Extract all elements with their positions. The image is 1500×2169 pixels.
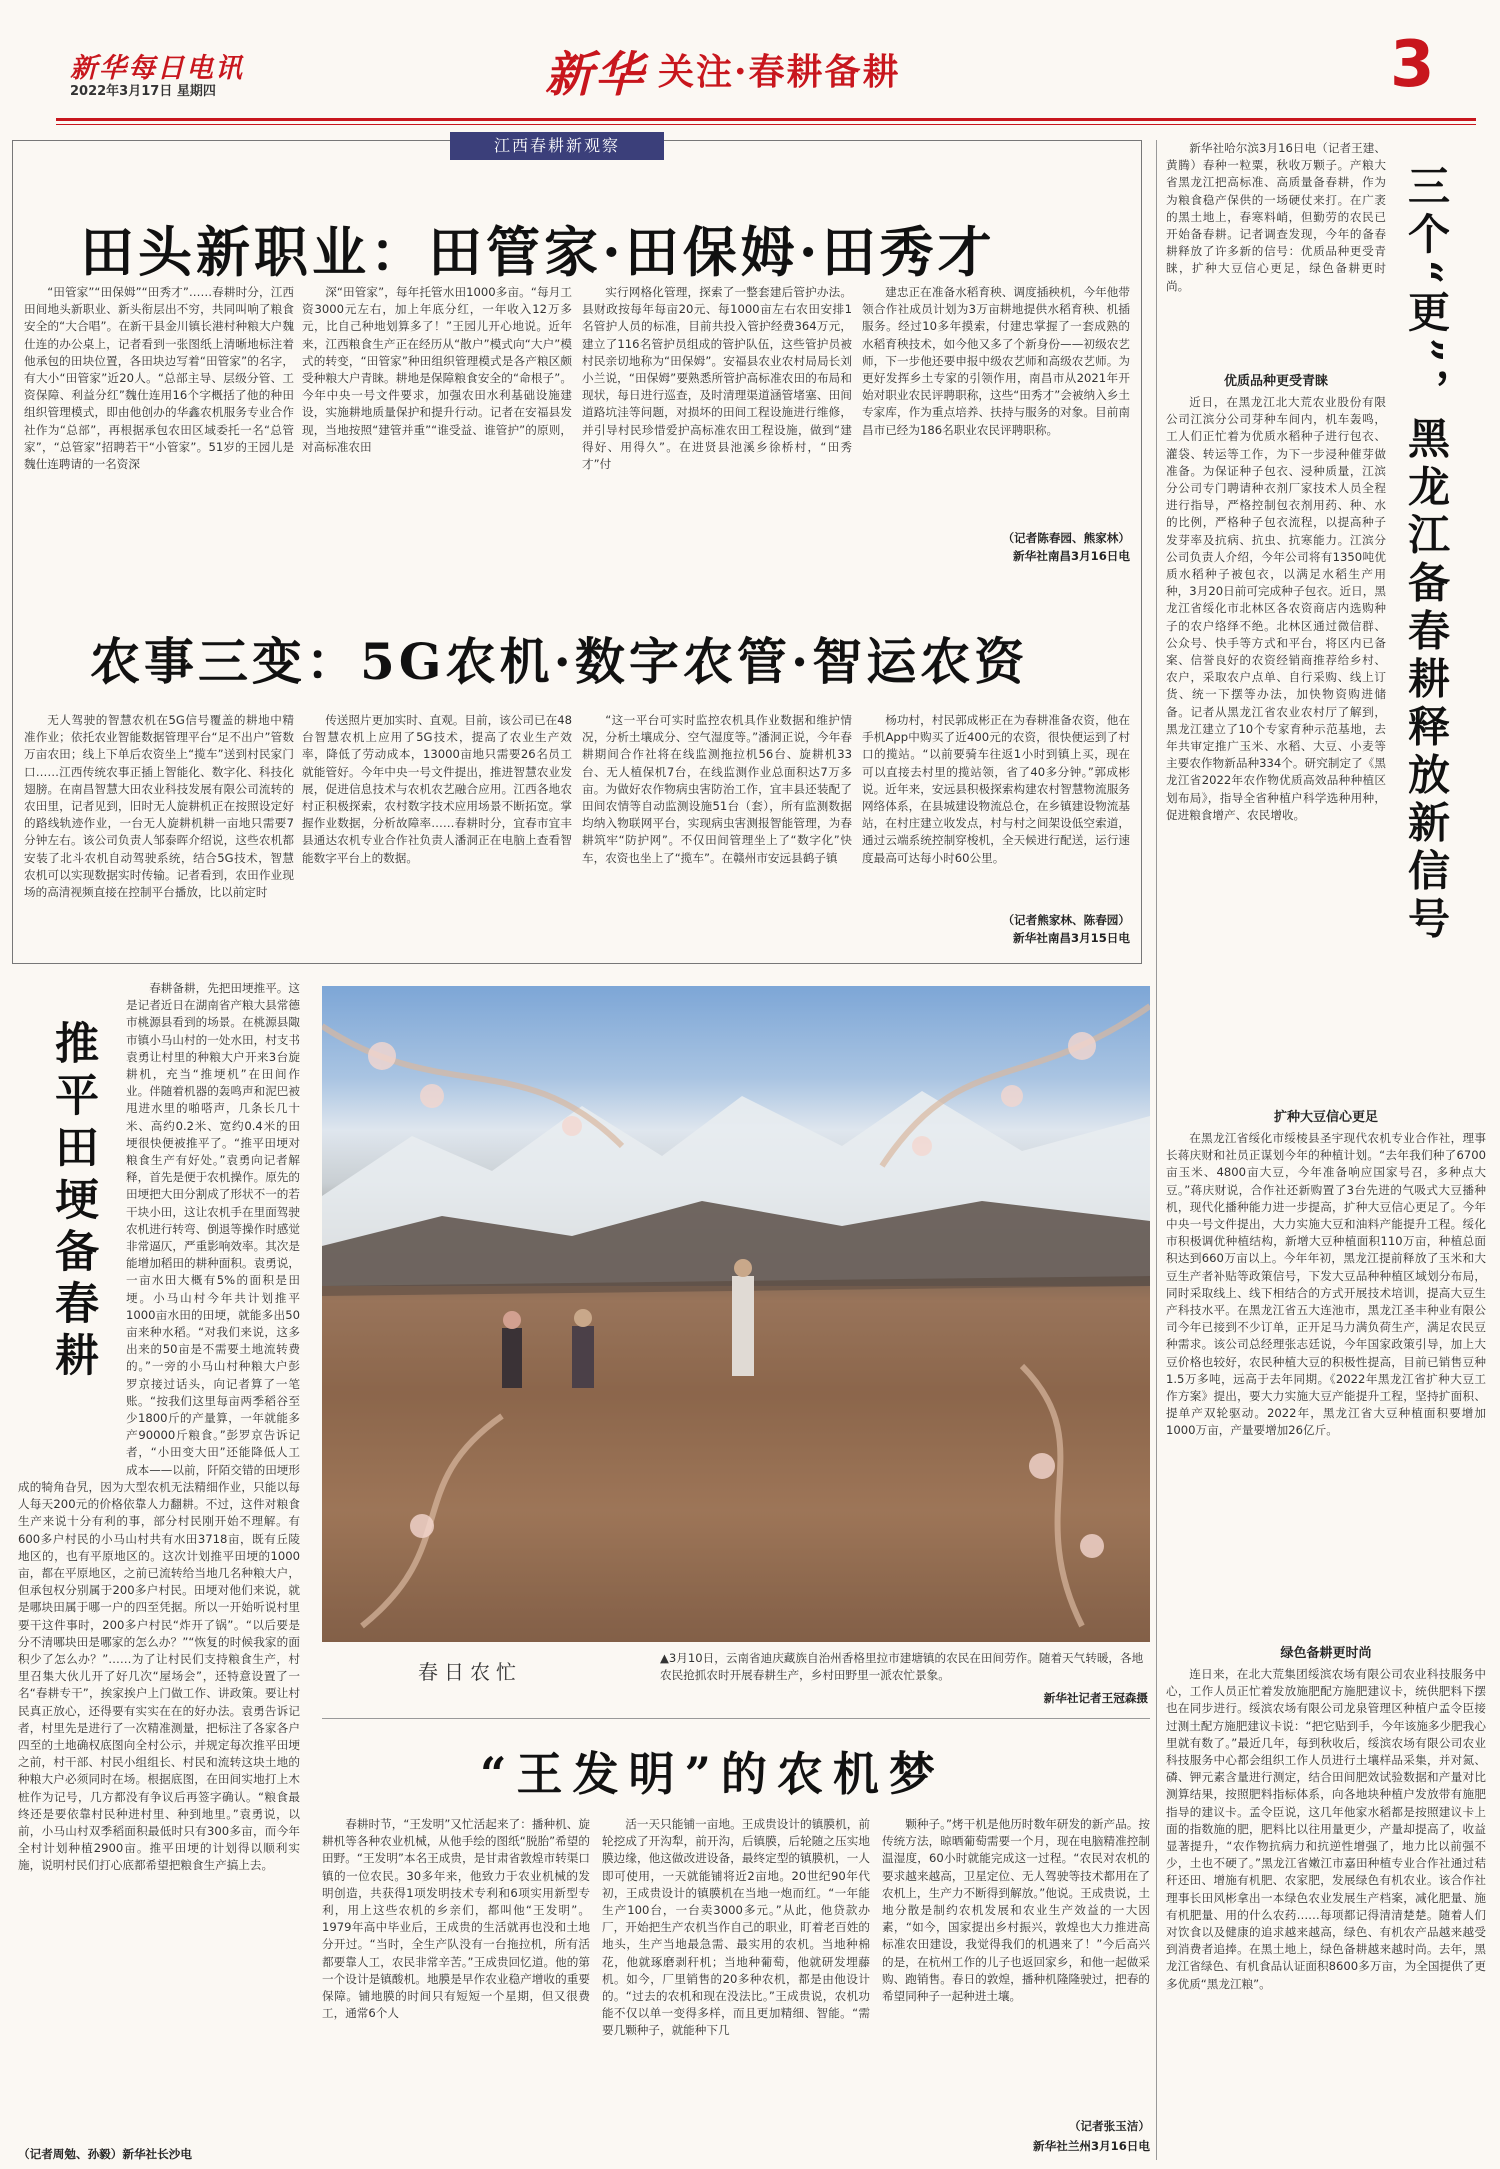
article-column: [24, 712, 294, 956]
byline-reporter: （记者张玉洁）: [1068, 2119, 1150, 2133]
paragraph: 春耕备耕，先把田埂推平。这是记者近日在湖南省产粮大县常德市桃源县看到的场景。在桃源县陬市镇小马山村的一处水田，村支书袁勇让村里的种粮大户开来3台旋耕机，充当“推埂机”在田间作业。伴随着机器的轰鸣声和泥巴被甩进水里的啪嗒声，几条长几十米、高约0.2米、宽约0.4米的田埂很快便被推平了。“推平田埂对粮食生产有好处。”袁勇向记者解释，首先是便于农机操作。原先的田埂把大田分割成了形状不一的若干块小田，这让农机手在里面驾驶农机进行转弯、倒退等操作时感觉非常逼仄，严重影响效率。其次是能增加稻田的耕种面积。袁勇说，一亩水田大概有5%的面积是田埂。小马山村今年共计划推平1000亩水田的田埂，就能多出50亩来种水稻。“对我们来说，这多出来的50亩是不需要土地流转费的。”一旁的小马山村种粮大户彭罗京接过话头，向记者算了一笔账。“按我们这里每亩两季稻谷至少1800斤的产量算，一年就能多产90000斤粮食。”彭罗京告诉记者，“小田变大田”还能降低人工成本——以前，阡陌交错的田埂形成的犄角旮旯，因为大型农机无法精细作业，只能以每人每天200元的价格依靠人力翻耕。不过，这件对粮食生产来说十分有利的事，部分村民刚开始不理解。有600多户村民的小马山村共有水田3718亩，既有丘陵地区的，也有平原地区的。这次计划推平田埂的1000亩，都在平原地区，之前已流转给当地几名种粮大户，但承包权分别属于200多户村民。田埂对他们来说，就是哪块田属于哪一户的四至凭据。所以一开始听说村里要干这件事时，200多户村民“炸开了锅”。“以后要是分不清哪块田是哪家的怎么办？”“恢复的时候我家的面积少了怎么办？”……为了让村民们支持粮食生产，村里召集大伙儿开了好几次“屋场会”，还特意设置了一名“春耕专干”，挨家挨户上门做工作、讲政策。要让村民真正放心，还得要有实实在在的好办法。袁勇告诉记者，村里先是进行了一次精准测量，把标注了各家各户四至的土地确权底图向全村公示，并规定每次推平田埂之前，村干部、村民小组组长、村民和流转这块土地的种粮大户必须同时在场。根据底图，在田间实地打上木桩作为记号，几方都没有争议后再签字确认。“粮食最终还是要依靠村民种进村里、种到地里。”袁勇说，以前，小马山村双季稻面积最低时只有300多亩，而今年全村计划种植2900亩。推平田埂的计划得以顺利实施，说明村民们打心底都希望把粮食生产搞上去。: [18, 981, 300, 1873]
paragraph: 无人驾驶的智慧农机在5G信号覆盖的耕地中精准作业；依托农业智能数据管理平台“足不出户”管数万亩农田；线上下单后农资坐上“揽车”送到村民家门口……江西传统农事正插上智能化、数字化、科技化翅膀。在南昌智慧大田农业科技发展有限公司流转的农田里，记者见到，旧时无人旋耕机正在按照设定好的路线轨迹作业，一台无人旋耕机耕一亩地只需要7分钟左右。该公司负责人邹泰晖介绍说，这些农机都安装了北斗农机自动驾驶系统，结合5G技术，智慧农机可以实现数据实时传输。记者看到，农田作业现场的高清视频直接在控制平台播放，比以前定时: [24, 713, 294, 900]
article-column: [602, 1816, 870, 2146]
article-title: “王发明”的农机梦: [480, 1747, 945, 1801]
paragraph: 春耕时节，“王发明”又忙活起来了：播种机、旋耕机等各种农业机械，从他手绘的图纸“脱胎”希望的田野。“王发明”本名王成贵，是甘肃省敦煌市转渠口镇的一位农民。30多年来，他致力于农业机械的发明创造，共获得1项发明技术专利和6项实用新型专利，用上这些农机的乡亲们，都叫他“王发明”。1979年高中毕业后，王成贵的生活就再也没和土地分开过。“当时，全生产队没有一台拖拉机，所有活都要靠人工，农民非常辛苦。”王成贵回忆道。他的第一个设计是镇酸机。地膜是早作农业稳产增收的重要保障。铺地膜的时间只有短短一个星期，但又很费工，通常6个人: [322, 1817, 590, 2021]
page-number: 3: [1390, 28, 1435, 102]
article-column: [1166, 1130, 1486, 1636]
byline-dateline: 新华社兰州3月16日电: [1033, 2139, 1150, 2153]
kicker-label: 江西春耕新观察: [450, 132, 664, 160]
article-title: 农事三变：5G农机·数字农管·智运农资: [90, 632, 1029, 691]
byline-reporters: （记者陈春园、熊家林）: [1002, 531, 1130, 545]
article-column: [1166, 1666, 1486, 2160]
article-column: [24, 284, 294, 569]
article-column: [1166, 394, 1386, 1096]
article-column: [302, 284, 572, 569]
photo-headline: 春日农忙: [418, 1660, 522, 1684]
subheading: 扩种大豆信心更足: [1273, 1110, 1378, 1125]
article-column: [18, 980, 300, 2144]
photo-credit: 新华社记者王冠森摄: [1043, 1691, 1148, 1705]
article-column: [582, 712, 852, 956]
divider: [322, 1718, 1150, 1719]
paragraph: 杨功村，村民郭成彬正在为春耕准备农资，他在手机App中购买了近400元的农资，很快便运到了村口的揽站。“以前要骑车往返1小时到镇上买，现在可以直接去村里的揽站领，省了40多分钟。”郭成彬说。近年来，安远县积极探索构建农村智慧物流服务网络体系，在县城建设物流总仓，在乡镇建设物流基站，在村庄建立收发点，村与村之间架设低空索道，通过云端系统控制穿梭机，全天候进行配送，运行速度最高可达每小时60公里。: [862, 713, 1130, 865]
subheading: 优质品种更受青睐: [1223, 374, 1328, 389]
paragraph: 深“田管家”，每年托管水田1000多亩。“每月工资3000元左右，加上年底分红，一年收入12万多元，比自己种地划算多了！”王园儿开心地说。近年来，江西粮食生产正在经历从“散户”模式向“大户”模式的转变，“田管家”种田组织管理模式是各产粮区颇受种粮大户青睐。耕地是保障粮食安全的“命根子”。今年中央一号文件要求，加强农田水利基础设施建设，实施耕地质量保护和提升行动。记者在安福县发现，当地按照“建管并重”“谁受益、谁管护”的原则，对高标准农田: [302, 285, 572, 454]
paragraph: “田管家”“田保姆”“田秀才”……春耕时分，江西田间地头新职业、新头衔层出不穷，共同叫响了粮食安全的“大合唱”。在新干县金川镇长港村种粮大户魏仕连的办公桌上，记者看到一张图纸上清晰地标注着他承包的田块位置，各田块边写着“田管家”的名字，有大小“田管家”近20人。“总部主导、层级分管、工资保障、利益分红”魏仕连用16个字概括了他的种田组织管理模式，即由他创办的华鑫农机服务专业合作社作为“总部”，再根据承包农田区域委托一名“总管家”，“总管家”招聘若干“小管家”。51岁的王园儿是魏仕连聘请的一名资深: [24, 285, 294, 472]
title-spacer: [18, 980, 126, 1470]
paper-name: 新华每日电讯: [70, 53, 244, 84]
article-column: [322, 1816, 590, 2146]
photo-caption: ▲3月10日，云南省迪庆藏族自治州香格里拉市建塘镇的农民在田间劳作。随着天气转暖，各地农民抢抓农时开展春耕生产，乡村田野里一派农忙景象。: [660, 1651, 1144, 1682]
byline-dateline: 新华社南昌3月15日电: [1013, 931, 1130, 945]
issue-date: 2022年3月17日 星期四: [70, 84, 216, 99]
photo-scene: [322, 986, 1150, 1642]
paragraph: 传送照片更加实时、直观。目前，该公司已在48台智慧农机上应用了5G技术，提高了农业生产效率，降低了劳动成本，13000亩地只需要26名员工就能管好。今年中央一号文件提出，推进智慧农业发展，促进信息技术与农机农艺融合应用。江西各地农村正积极探索，农村数字技术应用场景不断拓宽。掌握作业数据，分析故障率……春耕时分，宜春市宜丰县通达农机专业合作社负责人潘洞正在电脑上查看智能数字平台上的数据。: [302, 713, 572, 865]
byline: （记者周勉、孙毅）新华社长沙电: [18, 2147, 192, 2161]
paragraph: 实行网格化管理，探索了一整套建后管护办法。县财政按每年每亩20元、每1000亩左右农田安排1名管护人员的标准，目前共投入管护经费364万元，建立了116名管护员组成的管护队伍，这些管护员被村民亲切地称为“田保姆”。安福县农业农村局局长刘小兰说，“田保姆”要熟悉所管护高标准农田的布局和现状，每日进行巡查，及时清理渠道涵管堵塞、田间道路坑洼等问题，对损坏的田间工程设施进行维修，并引导村民珍惜爱护高标准农田工程设施，做到“建得好、用得久”。在进贤县池溪乡徐桥村，“田秀才”付: [582, 285, 852, 472]
paragraph: 建忠正在准备水稻育秧、调度插秧机，今年他带领合作社成员计划为3万亩耕地提供水稻育秧、机插服务。经过10多年摸索，付建忠掌握了一套成熟的水稻育秧技术，如今他又多了个新身份——初级农艺师，下一步他还要申报中级农艺师和高级农艺师。为更好发挥乡土专家的引领作用，南昌市从2021年开始对职业农民评聘职称，这些“田秀才”会被纳入乡土专家库，作为重点培养、扶持与服务的对象。目前南昌市已经为186名职业农民评聘职称。: [862, 285, 1130, 437]
masthead-rule-thin: [56, 124, 1476, 125]
paragraph: 新华社哈尔滨3月16日电（记者王建、黄腾）春种一粒粟，秋收万颗子。产粮大省黑龙江把高标准、高质量备春耕，作为为粮食稳产保供的一场硬仗来打。在广袤的黑土地上，春寒料峭，但勤劳的农民已开始备春耕。记者调查发现，今年的备春耕释放了许多新的信号：优质品种更受青睐，扩种大豆信心更足，绿色备耕更时尚。: [1166, 141, 1386, 293]
article-column: [582, 284, 852, 569]
paragraph: 近日，在黑龙江北大荒农业股份有限公司江滨分公司芽种车间内，机车轰鸣，工人们正忙着为优质水稻种子进行包衣、灌袋、转运等工作，为下一步浸种催芽做准备。为保证种子包衣、浸种质量，江滨分公司专门聘请种衣剂厂家技术人员全程进行指导，严格控制包衣剂用药、种、水的比例，严格种子包衣流程，以提高种子发芽率及抗病、抗虫、抗寒能力。江滨分公司负责人介绍，今年公司将有1350吨优质水稻种子被包衣，以满足水稻生产用种，3月20日前可完成种子包衣。近日，黑龙江省绥化市北林区各农资商店内选购种子的农户络绎不绝。北林区通过微信群、公众号、快手等方式和平台，将区内已备案、信誉良好的农资经销商推荐给乡村、农户，采取农户点单、自行采购、线上订货、统一下摆等办法，加快物资购进储备。记者从黑龙江省农业农村厅了解到，黑龙江建立了10个专家育种示范基地，去年共审定推广玉米、水稻、大豆、小麦等主要农作物新品种334个。研究制定了《黑龙江省2022年农作物优质高效品种种植区划布局》，指导全省种植户科学选种用种，促进粮食增产、农民增收。: [1166, 395, 1386, 822]
paragraph: 在黑龙江省绥化市绥棱县圣宇现代农机专业合作社，理事长蒋庆财和社员正谋划今年的种植计划。“去年我们种了6700亩玉米、4800亩大豆，今年准备响应国家号召，多种点大豆。”蒋庆财说，合作社还新购置了3台先进的气吸式大豆播种机，现代化播种能力进一步提高，扩种大豆信心更足了。今年中央一号文件提出，大力实施大豆和油料产能提升工程。绥化市积极调优种植结构，新增大豆种植面积110万亩，种植总面积达到660万亩以上。今年年初，黑龙江提前释放了玉米和大豆生产者补贴等政策信号，下发大豆品种种植区域划分布局，同时采取线上、线下相结合的方式开展技术培训，提高大豆生产科技水平。在黑龙江省五大连池市，黑龙江圣丰种业有限公司今年已接到不少订单，正开足马力满负荷生产，满足农民豆种需求。该公司总经理张志廷说，今年国家政策引导，加上大豆价格也较好，农民种植大豆的积极性提高，目前已销售豆种1.5万多吨，远高于去年同期。《2022年黑龙江省扩种大豆工作方案》提出，要大力实施大豆产能提升工程，坚持扩面积、提单产双轮驱动。2022年，黑龙江省大豆种植面积要增加1000万亩，产量要增加26亿斤。: [1166, 1131, 1486, 1438]
article-column: [862, 284, 1130, 530]
byline-reporters: （记者熊家林、陈春园）: [1002, 913, 1130, 927]
feature-photo: [322, 986, 1150, 1642]
paragraph: 颗种子。”烤干机是他历时数年研发的新产品。按传统方法，晾晒葡萄需要一个月，现在电脑精准控制温湿度，60小时就能完成这一过程。“农民对农机的要求越来越高，卫星定位、无人驾驶等技术都用在了农机上，生产力不断得到解放。”他说。王成贵说，土地分散是制约农机发展和农业生产效益的一大因素，“如今，国家提出乡村振兴，敦煌也大力推进高标准农田建设，我觉得我们的机遇来了！”今后高兴的是，在杭州工作的儿子也返回家乡，和他一起做采购、跑销售。春日的敦煌，播种机隆隆驶过，把春的希望同种子一起种进土壤。: [882, 1817, 1150, 2004]
article-title: 推平田埂备春耕: [47, 1020, 98, 1384]
article-column: [302, 712, 572, 956]
paragraph: 连日来，在北大荒集团绥滨农场有限公司农业科技服务中心，工作人员正忙着发放施肥配方施肥建议卡，统供肥料下摆也在同步进行。绥滨农场有限公司龙泉管理区种植户孟令臣接过测土配方施肥建议卡说：“把它贴到手，今年该施多少肥我心里就有数了。”最近几年，每到秋收后，绥滨农场有限公司农业科技服务中心都会组织工作人员进行土壤样品采集，并对氮、磷、钾元素含量进行测定，结合田间肥效试验数据和产量对比测算结果，按照肥料指标体系，向各地块种植户发放带有施肥指导的建议卡。孟令臣说，这几年他家水稻都是按照建议卡上面的指数施的肥，肥料比以往用量更少，产量却提高了，收益显著提升，“农作物抗病力和抗逆性增强了，地力比以前强不少，土也不硬了。”黑龙江省嫩江市嘉田种植专业合作社通过秸秆还田、增施有机肥、农家肥，发展绿色有机农业。该合作社理事长田风彬拿出一本绿色农业发展生产档案，减化肥量、施有机肥量、用的什么农药……每项都记得清清楚楚。随着人们对饮食以及健康的追求越来越高，绿色、有机农产品越来越受到消费者追捧。在黑土地上，绿色备耕越来越时尚。去年，黑龙江省绿色、有机食品认证面积8600多万亩，为全国提供了更多优质“黑龙江粮”。: [1166, 1667, 1486, 1991]
column-divider: [1156, 140, 1157, 2160]
masthead-rule: [56, 118, 1476, 121]
paragraph: 活一天只能铺一亩地。王成贵设计的镇膜机，前轮挖成了开沟犁，前开沟，后镇膜，后轮随之压实地膜边缘，他这做改进设备，最终定型的镇膜机，一人即可使用，一天就能铺将近2亩地。20世纪90年代初，王成贵设计的镇膜机在当地一炮而红。“一年能生产100台，一台卖3000多元。”从此，他贷款办厂，开始把生产农机当作自己的职业，盯着老百姓的地头，生产当地最急需、最实用的农机。当地种棉花，他就琢磨剥秆机；当地种葡萄，他就研发埋藤机。如今，厂里销售的20多种农机，都是由他设计的。“过去的农机和现在没法比。”王成贵说，农机功能不仅以单一变得多样，而且更加精细、智能。“需要几颗种子，就能种下几: [602, 1817, 870, 2038]
subheading: 绿色备耕更时尚: [1280, 1646, 1372, 1661]
byline-dateline: 新华社南昌3月16日电: [1013, 549, 1130, 563]
masthead: [0, 0, 1500, 140]
paragraph: “这一平台可实时监控农机具作业数据和维护情况，分析土壤成分、空气湿度等。”潘洞正说，今年春耕期间合作社将在线监测拖拉机56台、旋耕机33台、无人植保机7台，在线监测作业总面积达7万多亩。为做好农作物病虫害防治工作，宜丰县还装配了田间农情等自动监测设施51台（套），所有监测数据均纳入物联网平台，实现病虫害测报智能管理，为春耕筑牢“防护网”。不仅田间管理坐上了“数字化”快车，农资也坐上了“揽车”。在赣州市安远县鹤子镇: [582, 713, 852, 865]
section-title: 关注·春耕备耕: [658, 51, 901, 93]
article-column: [882, 1816, 1150, 2102]
brand-logo: 新华: [545, 47, 646, 103]
article-title: 三个“更”，黑龙江备春耕释放新信号: [1402, 164, 1451, 945]
article-title: 田头新职业：田管家·田保姆·田秀才: [80, 220, 996, 284]
article-column: [862, 712, 1130, 908]
article-column: [1166, 140, 1386, 366]
